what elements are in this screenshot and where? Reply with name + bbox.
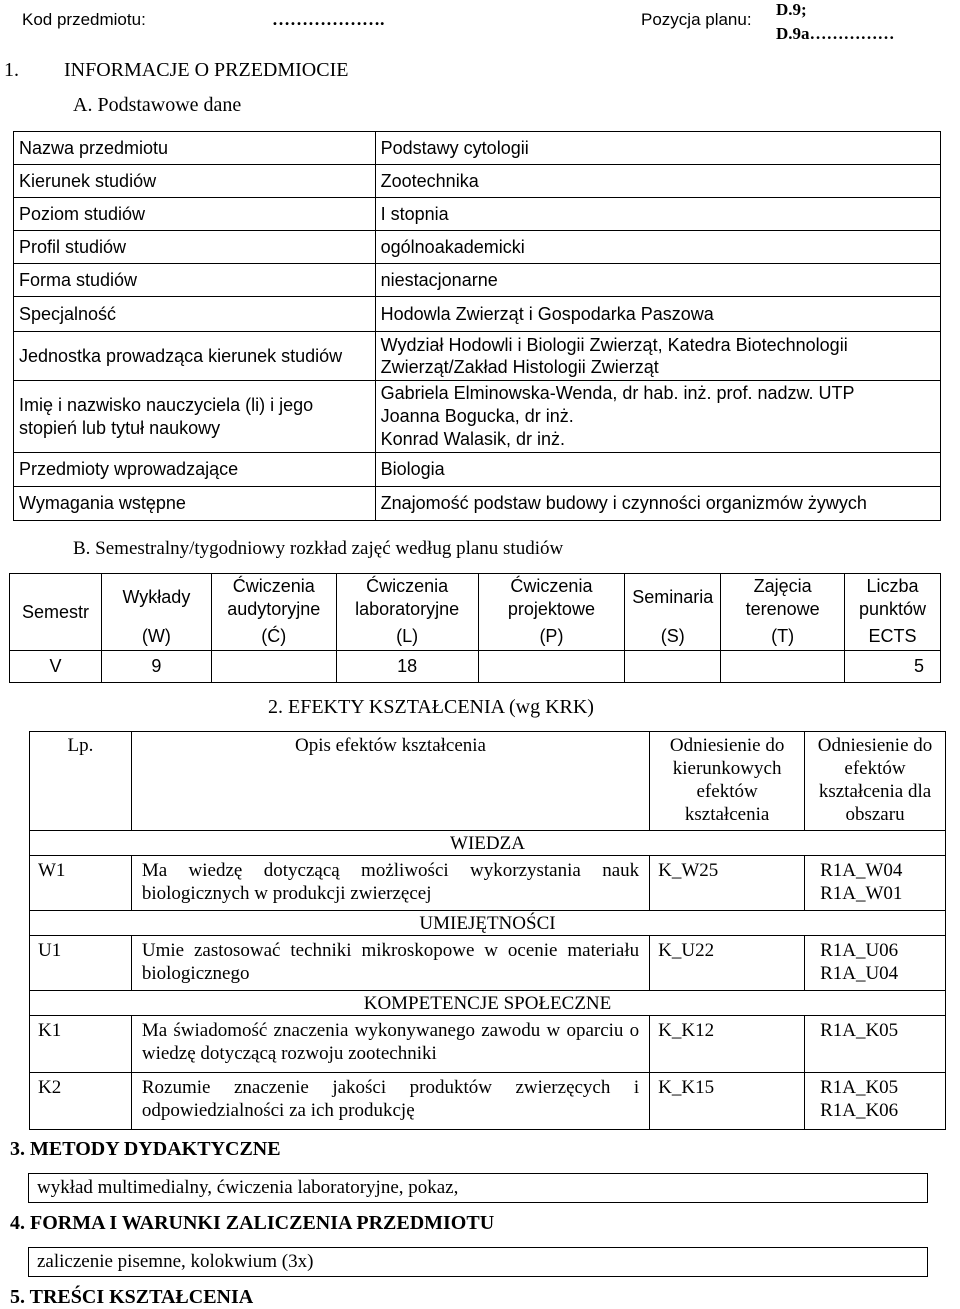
section-4-title: 4. FORMA I WARUNKI ZALICZENIA PRZEDMIOTU <box>10 1212 495 1234</box>
row-value: Hodowla Zwierząt i Gospodarka Paszowa <box>375 297 940 332</box>
effect-obszar: R1A_W01 <box>820 883 903 904</box>
row-label: Specjalność <box>14 297 376 332</box>
table-row <box>14 165 941 198</box>
effect-kierunkowe: K_K12 <box>650 1016 805 1073</box>
cell-seminaria <box>625 651 721 683</box>
effect-opis: Rozumie znaczenie jakości produktów zwierzęcych i odpowiedzialności za ich produkcję <box>131 1073 649 1130</box>
effect-opis: Umie zastosować techniki mikroskopowe w ocenie materiału biologicznego <box>131 936 649 991</box>
header-zajecia-terenowe: Zajęcia terenowe <box>745 576 820 619</box>
header-opis: Opis efektów kształcenia <box>131 732 649 831</box>
effect-lp: U1 <box>30 936 132 991</box>
subsection-b-title: B. Semestralny/tygodniowy rozkład zajęć według planu studiów <box>73 538 564 559</box>
cell-zajecia-terenowe <box>721 651 845 683</box>
effect-opis: Ma świadomość znaczenia wykonywanego zawodu w oparciu o wiedzę dotyczącą rozwoju zootechniki <box>131 1016 649 1073</box>
header-seminaria-abbr: (S) <box>660 626 685 646</box>
row-label: Nazwa przedmiotu <box>14 132 376 165</box>
section-3-title: 3. METODY DYDAKTYCZNE <box>10 1138 281 1160</box>
metody-dydaktyczne-content: wykład multimedialny, ćwiczenia laboratoryjne, pokaz, <box>28 1173 928 1203</box>
table-row <box>14 198 941 231</box>
header-wyklady-abbr: (W) <box>141 626 171 646</box>
header-zajecia-terenowe-abbr: (T) <box>771 626 795 646</box>
row-label: Poziom studiów <box>14 198 376 231</box>
group-kompetencje-spoleczne: KOMPETENCJE SPOŁECZNE <box>30 991 946 1016</box>
table-row <box>14 231 941 264</box>
effect-obszar: R1A_U04 <box>820 963 899 984</box>
row-value: Biologia <box>375 453 940 487</box>
section-1-title: INFORMACJE O PRZEDMIOCIE <box>64 59 349 81</box>
header-wyklady: Wykłady <box>122 587 191 607</box>
table-row <box>30 936 946 991</box>
group-row <box>30 911 946 936</box>
table-row <box>14 487 941 521</box>
effect-kierunkowe: K_K15 <box>650 1073 805 1130</box>
row-label: Jednostka prowadząca kierunek studiów <box>14 332 376 381</box>
header-liczba-punktow: Liczba punktów <box>859 576 927 619</box>
table-row <box>30 1016 946 1073</box>
effect-lp: K1 <box>30 1016 132 1073</box>
cell-ects: 5 <box>845 651 941 683</box>
header-cwiczenia-audytoryjne: Ćwiczenia audytoryjne <box>227 576 321 619</box>
row-value: Wydział Hodowli i Biologii Zwierząt, Katedra Biotechnologii Zwierząt/Zakład Histologii Zwierząt <box>375 332 940 381</box>
row-label: Kierunek studiów <box>14 165 376 198</box>
effect-obszar: R1A_K05 <box>820 1077 899 1098</box>
header-ects: ECTS <box>868 626 917 646</box>
effect-kierunkowe: K_U22 <box>650 936 805 991</box>
header-cwiczenia-laboratoryjne: Ćwiczenia laboratoryjne <box>355 576 460 619</box>
effect-lp: W1 <box>30 856 132 911</box>
kod-przedmiotu-label: Kod przedmiotu: <box>22 10 146 29</box>
group-row <box>30 991 946 1016</box>
effect-kierunkowe: K_W25 <box>650 856 805 911</box>
row-label: Forma studiów <box>14 264 376 297</box>
table-header-row <box>30 732 946 831</box>
effect-opis: Ma wiedzę dotyczącą możliwości wykorzystania nauk biologicznych w produkcji zwierzęcej <box>131 856 649 911</box>
row-label: Imię i nazwisko nauczyciela (li) i jego stopień lub tytuł naukowy <box>14 381 376 453</box>
header-lp: Lp. <box>30 732 132 831</box>
cell-cwiczenia-audytoryjne <box>211 651 336 683</box>
effect-lp: K2 <box>30 1073 132 1130</box>
teacher-name: Konrad Walasik, dr inż. <box>380 429 566 449</box>
table-row <box>14 264 941 297</box>
effect-obszar: R1A_U06 <box>820 940 899 961</box>
pozycja-planu-value-1: D.9; <box>776 0 807 19</box>
group-umiejetnosci: UMIEJĘTNOŚCI <box>30 911 946 936</box>
group-wiedza: WIEDZA <box>30 831 946 856</box>
header-cwiczenia-audytoryjne-abbr: (Ć) <box>261 626 287 646</box>
effects-table <box>29 731 946 1130</box>
row-value: niestacjonarne <box>375 264 940 297</box>
header-odniesienie-kierunkowe: Odniesienie do kierunkowych efektów kształcenia <box>650 732 805 831</box>
teacher-name: Gabriela Elminowska-Wenda, dr hab. inż. prof. nadzw. UTP <box>380 383 855 403</box>
table-row <box>14 132 941 165</box>
kod-przedmiotu-value: ………………. <box>272 9 385 29</box>
pozycja-planu-label: Pozycja planu: <box>641 10 752 29</box>
header-odniesienie-obszar: Odniesienie do efektów kształcenia dla obszaru <box>805 732 946 831</box>
teacher-name: Joanna Bogucka, dr inż. <box>380 406 574 426</box>
header-seminaria: Seminaria <box>632 587 714 607</box>
table-row <box>14 381 941 453</box>
cell-cwiczenia-projektowe <box>478 651 625 683</box>
row-label: Profil studiów <box>14 231 376 264</box>
subsection-a-title: A. Podstawowe dane <box>73 94 242 116</box>
basic-data-table <box>13 131 941 521</box>
row-label: Wymagania wstępne <box>14 487 376 521</box>
cell-wyklady: 9 <box>101 651 211 683</box>
section-5-title: 5. TREŚCI KSZTAŁCENIA <box>10 1286 254 1308</box>
section-1-number: 1. <box>4 59 19 81</box>
header-cwiczenia-laboratoryjne-abbr: (L) <box>396 626 419 646</box>
table-header-row <box>10 574 941 651</box>
table-row <box>14 332 941 381</box>
pozycja-planu-value-2: D.9a…………… <box>776 24 895 43</box>
forma-zaliczenia-content: zaliczenie pisemne, kolokwium (3x) <box>28 1247 928 1277</box>
cell-cwiczenia-laboratoryjne: 18 <box>336 651 478 683</box>
effect-obszar: R1A_K06 <box>820 1100 899 1121</box>
cell-semestr: V <box>10 651 102 683</box>
row-label: Przedmioty wprowadzające <box>14 453 376 487</box>
section-2-title: 2. EFEKTY KSZTAŁCENIA (wg KRK) <box>268 696 594 718</box>
row-value: Znajomość podstaw budowy i czynności organizmów żywych <box>375 487 940 521</box>
effect-obszar: R1A_K05 <box>820 1020 899 1041</box>
row-value: Zootechnika <box>375 165 940 198</box>
table-row <box>14 453 941 487</box>
row-value: I stopnia <box>375 198 940 231</box>
table-row <box>10 651 941 683</box>
header-cwiczenia-projektowe-abbr: (P) <box>539 626 564 646</box>
header-semestr: Semestr <box>10 574 102 651</box>
row-value: ogólnoakademicki <box>375 231 940 264</box>
group-row <box>30 831 946 856</box>
effect-obszar: R1A_W04 <box>820 860 903 881</box>
header-cwiczenia-projektowe: Ćwiczenia projektowe <box>507 576 595 619</box>
row-value: Podstawy cytologii <box>375 132 940 165</box>
table-row <box>30 1073 946 1130</box>
schedule-table <box>9 573 941 683</box>
table-row <box>14 297 941 332</box>
table-row <box>30 856 946 911</box>
